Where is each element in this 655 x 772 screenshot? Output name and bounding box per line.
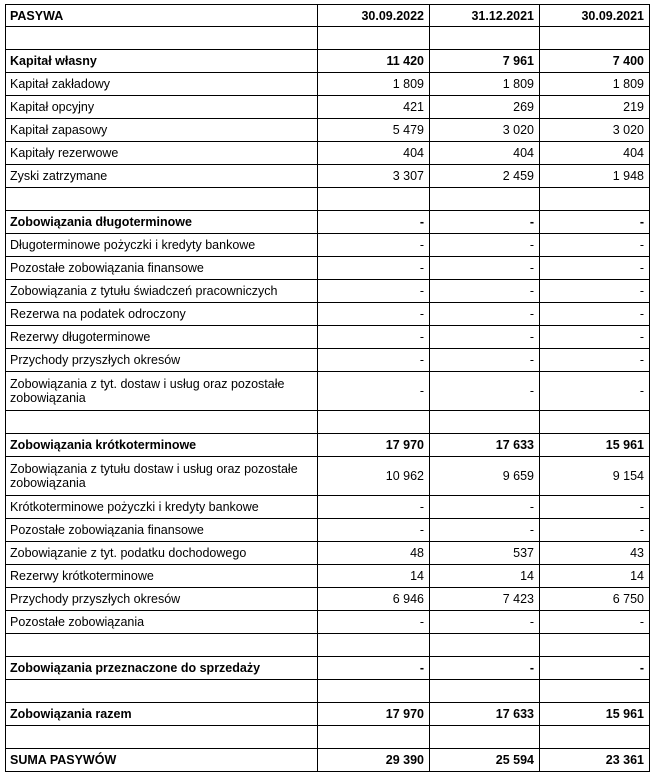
row-value-2: 17 633 [430, 434, 540, 457]
row-label: Kapitały rezerwowe [6, 142, 318, 165]
row-value-3: - [540, 519, 650, 542]
table-row [6, 588, 650, 611]
row-value-3: - [540, 611, 650, 634]
row-value-2 [430, 27, 540, 50]
row-label [6, 726, 318, 749]
row-value-1: 17 970 [318, 434, 430, 457]
row-label: Zobowiązania z tytułu świadczeń pracowniczych [6, 280, 318, 303]
row-value-2: 404 [430, 142, 540, 165]
row-value-3: 3 020 [540, 119, 650, 142]
row-value-1: - [318, 303, 430, 326]
row-label: Zobowiązanie z tyt. podatku dochodowego [6, 542, 318, 565]
row-value-2: 269 [430, 96, 540, 119]
row-value-2: - [430, 349, 540, 372]
row-value-1 [318, 188, 430, 211]
row-value-2 [430, 680, 540, 703]
row-value-1 [318, 726, 430, 749]
row-value-3: - [540, 303, 650, 326]
row-label [6, 680, 318, 703]
row-label: Pozostałe zobowiązania [6, 611, 318, 634]
row-value-3: - [540, 496, 650, 519]
row-label: Kapitał własny [6, 50, 318, 73]
row-value-3: 219 [540, 96, 650, 119]
row-value-1: 404 [318, 142, 430, 165]
row-value-3: - [540, 372, 650, 411]
row-label [6, 188, 318, 211]
row-value-1: - [318, 257, 430, 280]
table-row [6, 96, 650, 119]
row-value-1: 48 [318, 542, 430, 565]
table-row [6, 657, 650, 680]
spacer-row [6, 188, 650, 211]
row-value-2: - [430, 496, 540, 519]
row-value-2: 3 020 [430, 119, 540, 142]
row-value-3: - [540, 326, 650, 349]
table-row [6, 749, 650, 772]
row-value-3: 6 750 [540, 588, 650, 611]
row-value-3: 43 [540, 542, 650, 565]
row-value-1: 5 479 [318, 119, 430, 142]
row-value-2: - [430, 211, 540, 234]
table-row [6, 372, 650, 411]
row-value-1: - [318, 211, 430, 234]
row-value-2: - [430, 657, 540, 680]
row-value-1: - [318, 611, 430, 634]
header-col-3: 30.09.2021 [540, 5, 650, 27]
row-value-1 [318, 411, 430, 434]
row-value-3: - [540, 657, 650, 680]
header-col-1: 30.09.2022 [318, 5, 430, 27]
table-row [6, 211, 650, 234]
row-value-1: 1 809 [318, 73, 430, 96]
row-label: Krótkoterminowe pożyczki i kredyty bankowe [6, 496, 318, 519]
row-label [6, 27, 318, 50]
row-label: Zobowiązania z tyt. dostaw i usług oraz pozostałe zobowiązania [6, 372, 318, 411]
row-value-1: - [318, 326, 430, 349]
row-value-1: - [318, 234, 430, 257]
table-row [6, 73, 650, 96]
row-value-3: - [540, 349, 650, 372]
row-value-1: 29 390 [318, 749, 430, 772]
row-value-3: 15 961 [540, 434, 650, 457]
spacer-row [6, 27, 650, 50]
row-value-1 [318, 27, 430, 50]
table-row [6, 326, 650, 349]
row-label: Długoterminowe pożyczki i kredyty bankowe [6, 234, 318, 257]
row-value-1 [318, 680, 430, 703]
row-value-2: - [430, 611, 540, 634]
row-label: Zobowiązania z tytułu dostaw i usług oraz pozostałe zobowiązania [6, 457, 318, 496]
table-row [6, 703, 650, 726]
row-value-2: 2 459 [430, 165, 540, 188]
row-value-2: 7 961 [430, 50, 540, 73]
row-value-2: 25 594 [430, 749, 540, 772]
row-label: Zobowiązania razem [6, 703, 318, 726]
table-row [6, 349, 650, 372]
row-value-1 [318, 634, 430, 657]
header-col-2: 31.12.2021 [430, 5, 540, 27]
table-row [6, 496, 650, 519]
row-value-3: - [540, 234, 650, 257]
row-value-2: - [430, 303, 540, 326]
row-value-2: 14 [430, 565, 540, 588]
row-value-1: 11 420 [318, 50, 430, 73]
row-value-3: 23 361 [540, 749, 650, 772]
table-row [6, 519, 650, 542]
table-row [6, 565, 650, 588]
table-row [6, 434, 650, 457]
row-value-2 [430, 634, 540, 657]
row-value-3: 15 961 [540, 703, 650, 726]
row-value-3 [540, 411, 650, 434]
row-label: Przychody przyszłych okresów [6, 588, 318, 611]
row-label: Pozostałe zobowiązania finansowe [6, 257, 318, 280]
row-value-2: - [430, 326, 540, 349]
row-value-2: 7 423 [430, 588, 540, 611]
row-label: Zyski zatrzymane [6, 165, 318, 188]
row-value-2: 9 659 [430, 457, 540, 496]
row-value-3: 1 948 [540, 165, 650, 188]
header-label: PASYWA [6, 5, 318, 27]
row-value-3: 14 [540, 565, 650, 588]
spacer-row [6, 634, 650, 657]
row-value-1: - [318, 280, 430, 303]
row-value-1: 17 970 [318, 703, 430, 726]
table-row [6, 611, 650, 634]
row-value-1: 6 946 [318, 588, 430, 611]
row-value-3: - [540, 257, 650, 280]
header-row [6, 5, 650, 27]
row-label: Zobowiązania długoterminowe [6, 211, 318, 234]
row-value-1: - [318, 519, 430, 542]
table-row [6, 142, 650, 165]
row-label: Zobowiązania krótkoterminowe [6, 434, 318, 457]
row-value-3: - [540, 211, 650, 234]
row-value-2: 537 [430, 542, 540, 565]
row-value-2: - [430, 234, 540, 257]
liabilities-table [5, 4, 650, 772]
row-value-2: - [430, 280, 540, 303]
row-label: Rezerwa na podatek odroczony [6, 303, 318, 326]
row-value-2: - [430, 372, 540, 411]
row-label: Rezerwy krótkoterminowe [6, 565, 318, 588]
row-value-2 [430, 188, 540, 211]
spacer-row [6, 411, 650, 434]
row-label: SUMA PASYWÓW [6, 749, 318, 772]
table-row [6, 457, 650, 496]
row-value-1: - [318, 349, 430, 372]
row-label [6, 411, 318, 434]
row-label: Zobowiązania przeznaczone do sprzedaży [6, 657, 318, 680]
row-value-3: 1 809 [540, 73, 650, 96]
row-label: Kapitał opcyjny [6, 96, 318, 119]
row-value-3 [540, 726, 650, 749]
table-row [6, 119, 650, 142]
row-value-3 [540, 680, 650, 703]
row-value-3 [540, 634, 650, 657]
row-value-2: - [430, 519, 540, 542]
row-value-1: - [318, 496, 430, 519]
row-value-1: 10 962 [318, 457, 430, 496]
row-value-2: - [430, 257, 540, 280]
row-value-1: 421 [318, 96, 430, 119]
spacer-row [6, 680, 650, 703]
row-value-1: 14 [318, 565, 430, 588]
row-value-1: - [318, 372, 430, 411]
spacer-row [6, 726, 650, 749]
row-value-1: - [318, 657, 430, 680]
row-value-2 [430, 411, 540, 434]
row-label: Rezerwy długoterminowe [6, 326, 318, 349]
table-row [6, 542, 650, 565]
table-row [6, 257, 650, 280]
row-label [6, 634, 318, 657]
table-row [6, 303, 650, 326]
row-value-2 [430, 726, 540, 749]
row-value-3: 404 [540, 142, 650, 165]
row-value-3: 9 154 [540, 457, 650, 496]
row-label: Kapitał zapasowy [6, 119, 318, 142]
row-value-2: 1 809 [430, 73, 540, 96]
table-row [6, 165, 650, 188]
table-row [6, 234, 650, 257]
table-row [6, 280, 650, 303]
row-value-3 [540, 27, 650, 50]
row-value-1: 3 307 [318, 165, 430, 188]
row-label: Przychody przyszłych okresów [6, 349, 318, 372]
row-value-3: 7 400 [540, 50, 650, 73]
row-label: Kapitał zakładowy [6, 73, 318, 96]
table-row [6, 50, 650, 73]
row-value-2: 17 633 [430, 703, 540, 726]
row-value-3: - [540, 280, 650, 303]
row-label: Pozostałe zobowiązania finansowe [6, 519, 318, 542]
row-value-3 [540, 188, 650, 211]
